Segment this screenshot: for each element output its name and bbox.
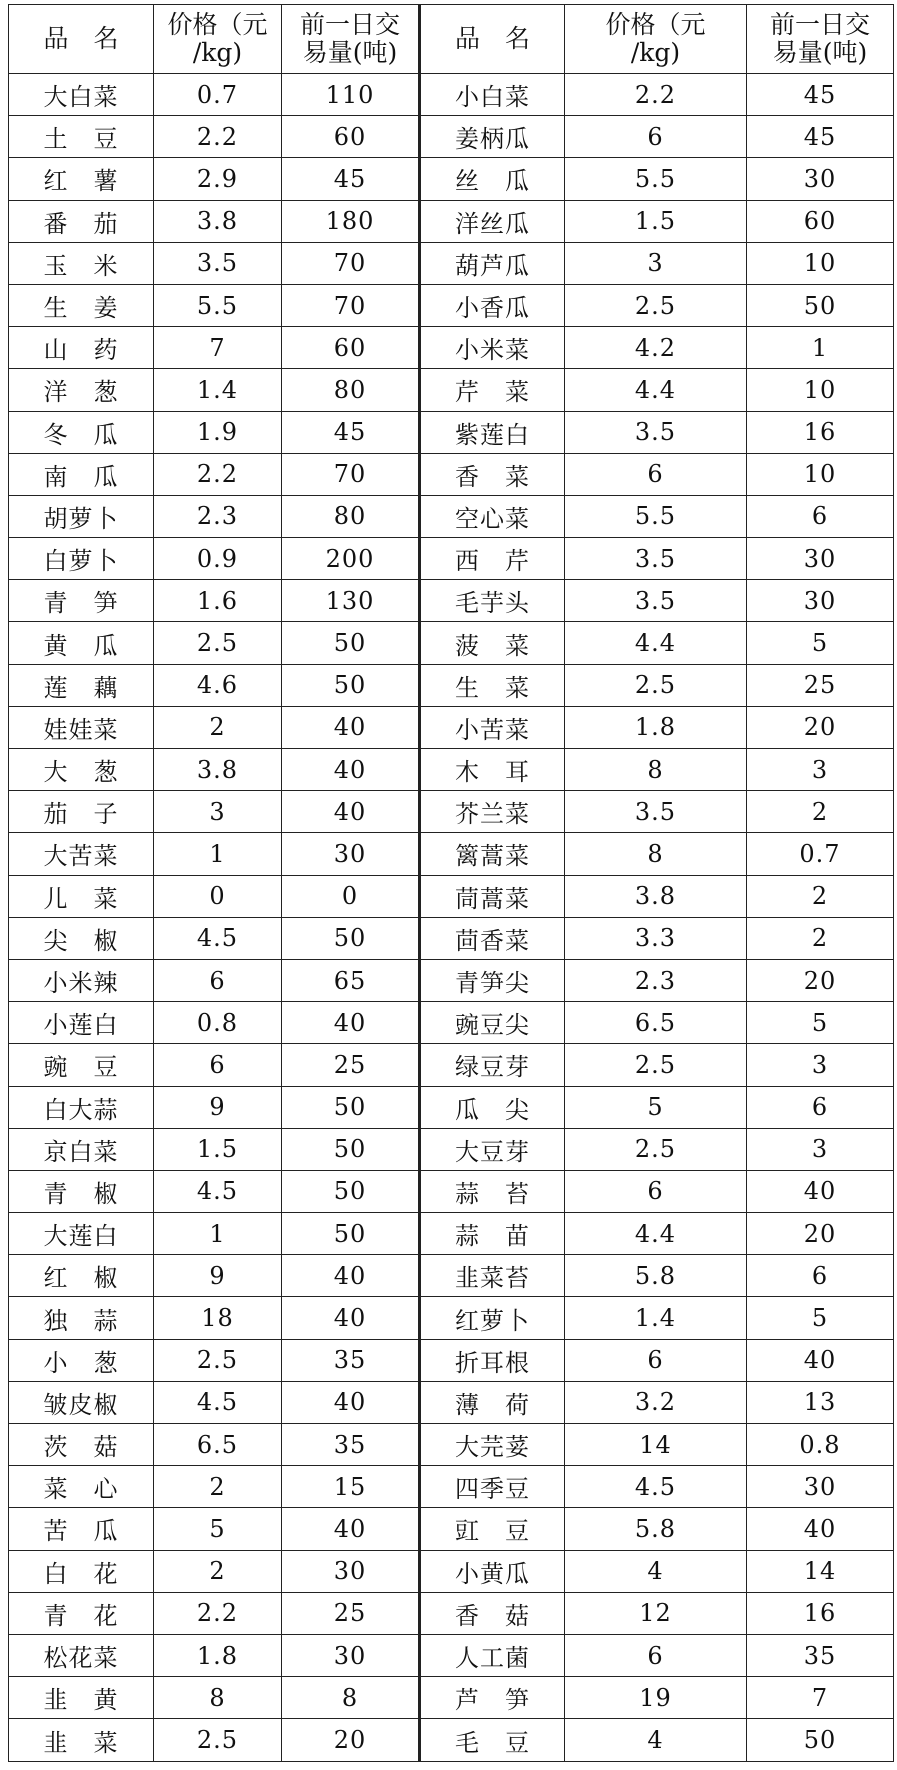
- cell-name-left: 儿 菜: [9, 875, 154, 917]
- cell-price-right: 3.5: [565, 580, 747, 622]
- cell-price-right: 6: [565, 116, 747, 158]
- cell-price-right: 19: [565, 1677, 747, 1719]
- cell-volume-right: 30: [747, 580, 894, 622]
- cell-volume-right: 40: [747, 1508, 894, 1550]
- cell-volume-left: 50: [282, 1128, 420, 1170]
- cell-price-left: 5: [154, 1508, 282, 1550]
- cell-price-left: 1.6: [154, 580, 282, 622]
- cell-price-left: 1.4: [154, 369, 282, 411]
- cell-volume-right: 30: [747, 158, 894, 200]
- cell-volume-right: 25: [747, 664, 894, 706]
- cell-price-right: 5.8: [565, 1508, 747, 1550]
- cell-price-right: 3.5: [565, 411, 747, 453]
- table-row: [9, 1170, 894, 1212]
- cell-price-right: 5.5: [565, 158, 747, 200]
- cell-volume-right: 45: [747, 74, 894, 116]
- cell-name-right: 折耳根: [420, 1339, 565, 1381]
- cell-volume-right: 30: [747, 538, 894, 580]
- cell-name-left: 番 茄: [9, 200, 154, 242]
- cell-volume-left: 50: [282, 622, 420, 664]
- cell-volume-left: 40: [282, 1297, 420, 1339]
- table-row: [9, 369, 894, 411]
- cell-name-right: 瓜 尖: [420, 1086, 565, 1128]
- cell-name-right: 小香瓜: [420, 284, 565, 326]
- cell-name-left: 山 药: [9, 327, 154, 369]
- cell-price-left: 8: [154, 1677, 282, 1719]
- cell-price-left: 4.5: [154, 1170, 282, 1212]
- cell-volume-left: 30: [282, 1634, 420, 1676]
- cell-price-left: 4.6: [154, 664, 282, 706]
- cell-name-left: 胡萝卜: [9, 495, 154, 537]
- cell-volume-left: 50: [282, 1086, 420, 1128]
- cell-name-right: 小白菜: [420, 74, 565, 116]
- cell-name-left: 青 花: [9, 1592, 154, 1634]
- cell-volume-right: 5: [747, 1002, 894, 1044]
- cell-price-left: 1: [154, 833, 282, 875]
- cell-name-right: 篱蒿菜: [420, 833, 565, 875]
- table-row: [9, 749, 894, 791]
- cell-volume-right: 2: [747, 875, 894, 917]
- cell-name-right: 洋丝瓜: [420, 200, 565, 242]
- cell-volume-left: 60: [282, 327, 420, 369]
- cell-price-right: 4.4: [565, 1213, 747, 1255]
- table-row: [9, 833, 894, 875]
- table-row: [9, 959, 894, 1001]
- cell-volume-left: 8: [282, 1677, 420, 1719]
- cell-name-right: 丝 瓜: [420, 158, 565, 200]
- cell-name-right: 小苦菜: [420, 706, 565, 748]
- cell-volume-left: 70: [282, 242, 420, 284]
- cell-volume-left: 50: [282, 664, 420, 706]
- cell-price-left: 9: [154, 1086, 282, 1128]
- cell-price-right: 2.5: [565, 664, 747, 706]
- table-row: [9, 706, 894, 748]
- cell-price-left: 18: [154, 1297, 282, 1339]
- cell-name-right: 绿豆芽: [420, 1044, 565, 1086]
- cell-name-left: 茨 菇: [9, 1424, 154, 1466]
- cell-name-right: 豌豆尖: [420, 1002, 565, 1044]
- cell-volume-right: 5: [747, 1297, 894, 1339]
- cell-name-left: 尖 椒: [9, 917, 154, 959]
- cell-price-left: 1.8: [154, 1634, 282, 1676]
- header-price-line1: 价格（元: [167, 10, 268, 39]
- table-row: [9, 664, 894, 706]
- table-row: [9, 116, 894, 158]
- table-row: [9, 242, 894, 284]
- cell-volume-left: 35: [282, 1424, 420, 1466]
- cell-volume-right: 2: [747, 917, 894, 959]
- cell-name-left: 小米辣: [9, 959, 154, 1001]
- cell-price-left: 3.8: [154, 749, 282, 791]
- cell-volume-right: 6: [747, 1086, 894, 1128]
- cell-price-right: 1.5: [565, 200, 747, 242]
- cell-volume-right: 20: [747, 706, 894, 748]
- table-row: [9, 284, 894, 326]
- table-row: [9, 1508, 894, 1550]
- table-row: [9, 538, 894, 580]
- cell-volume-right: 10: [747, 453, 894, 495]
- cell-name-left: 韭 黄: [9, 1677, 154, 1719]
- cell-volume-right: 45: [747, 116, 894, 158]
- cell-price-right: 6: [565, 453, 747, 495]
- table-row: [9, 327, 894, 369]
- cell-price-left: 0.8: [154, 1002, 282, 1044]
- header-volume-left: [282, 5, 420, 74]
- cell-name-left: 独 蒜: [9, 1297, 154, 1339]
- cell-name-left: 京白菜: [9, 1128, 154, 1170]
- cell-volume-right: 16: [747, 411, 894, 453]
- cell-volume-right: 3: [747, 1044, 894, 1086]
- table-row: [9, 1255, 894, 1297]
- cell-volume-right: 50: [747, 284, 894, 326]
- cell-price-right: 2.2: [565, 74, 747, 116]
- cell-volume-right: 5: [747, 622, 894, 664]
- cell-name-right: 四季豆: [420, 1466, 565, 1508]
- cell-name-right: 薄 荷: [420, 1381, 565, 1423]
- cell-name-right: 香 菜: [420, 453, 565, 495]
- cell-price-right: 3.3: [565, 917, 747, 959]
- table-row: [9, 1466, 894, 1508]
- cell-volume-left: 40: [282, 1381, 420, 1423]
- cell-volume-left: 50: [282, 1170, 420, 1212]
- cell-name-left: 红 椒: [9, 1255, 154, 1297]
- cell-price-right: 3.5: [565, 538, 747, 580]
- cell-volume-left: 80: [282, 495, 420, 537]
- cell-volume-left: 70: [282, 453, 420, 495]
- cell-price-right: 3.8: [565, 875, 747, 917]
- cell-volume-right: 40: [747, 1339, 894, 1381]
- cell-name-left: 豌 豆: [9, 1044, 154, 1086]
- table-row: [9, 580, 894, 622]
- cell-name-left: 生 姜: [9, 284, 154, 326]
- cell-name-left: 松花菜: [9, 1634, 154, 1676]
- header-volume-line2: 易量(吨): [772, 38, 868, 67]
- table-row: [9, 875, 894, 917]
- cell-name-left: 黄 瓜: [9, 622, 154, 664]
- cell-volume-left: 65: [282, 959, 420, 1001]
- cell-price-right: 14: [565, 1424, 747, 1466]
- cell-name-left: 茄 子: [9, 791, 154, 833]
- cell-volume-left: 40: [282, 706, 420, 748]
- cell-price-right: 4: [565, 1719, 747, 1762]
- cell-name-left: 菜 心: [9, 1466, 154, 1508]
- cell-name-left: 冬 瓜: [9, 411, 154, 453]
- cell-name-right: 毛 豆: [420, 1719, 565, 1762]
- cell-price-right: 4: [565, 1550, 747, 1592]
- cell-price-right: 6: [565, 1634, 747, 1676]
- cell-price-right: 12: [565, 1592, 747, 1634]
- header-volume-line1: 前一日交: [769, 10, 870, 39]
- cell-volume-right: 3: [747, 749, 894, 791]
- cell-volume-left: 25: [282, 1592, 420, 1634]
- cell-volume-right: 0.8: [747, 1424, 894, 1466]
- cell-volume-right: 20: [747, 1213, 894, 1255]
- cell-name-left: 大莲白: [9, 1213, 154, 1255]
- table-row: [9, 200, 894, 242]
- cell-name-right: 香 菇: [420, 1592, 565, 1634]
- cell-price-right: 6: [565, 1339, 747, 1381]
- cell-volume-left: 30: [282, 1550, 420, 1592]
- cell-volume-left: 130: [282, 580, 420, 622]
- cell-name-right: 芦 笋: [420, 1677, 565, 1719]
- cell-name-right: 大豆芽: [420, 1128, 565, 1170]
- cell-price-left: 1.5: [154, 1128, 282, 1170]
- cell-volume-right: 1: [747, 327, 894, 369]
- table-row: [9, 158, 894, 200]
- cell-name-right: 葫芦瓜: [420, 242, 565, 284]
- cell-name-right: 小黄瓜: [420, 1550, 565, 1592]
- cell-volume-right: 6: [747, 1255, 894, 1297]
- cell-volume-right: 7: [747, 1677, 894, 1719]
- cell-volume-left: 40: [282, 1002, 420, 1044]
- cell-volume-right: 50: [747, 1719, 894, 1762]
- cell-price-left: 0.9: [154, 538, 282, 580]
- cell-volume-left: 30: [282, 833, 420, 875]
- table-row: [9, 74, 894, 116]
- cell-price-right: 2.5: [565, 1128, 747, 1170]
- cell-name-right: 豇 豆: [420, 1508, 565, 1550]
- header-price-line2: /kg): [192, 38, 243, 67]
- cell-volume-left: 45: [282, 158, 420, 200]
- table-row: [9, 1213, 894, 1255]
- table-row: [9, 1677, 894, 1719]
- cell-name-left: 韭 菜: [9, 1719, 154, 1762]
- cell-price-left: 2.2: [154, 1592, 282, 1634]
- cell-price-right: 1.8: [565, 706, 747, 748]
- cell-volume-left: 80: [282, 369, 420, 411]
- cell-price-right: 8: [565, 749, 747, 791]
- cell-volume-left: 20: [282, 1719, 420, 1762]
- cell-name-right: 红萝卜: [420, 1297, 565, 1339]
- cell-price-left: 5.5: [154, 284, 282, 326]
- table-row: [9, 1002, 894, 1044]
- cell-volume-left: 40: [282, 749, 420, 791]
- cell-price-right: 1.4: [565, 1297, 747, 1339]
- table-row: [9, 453, 894, 495]
- cell-volume-right: 10: [747, 369, 894, 411]
- cell-price-left: 2.3: [154, 495, 282, 537]
- cell-price-right: 3.5: [565, 791, 747, 833]
- cell-price-right: 6: [565, 1170, 747, 1212]
- table-row: [9, 622, 894, 664]
- cell-name-left: 莲 藕: [9, 664, 154, 706]
- table-row: [9, 411, 894, 453]
- table-row: [9, 1719, 894, 1762]
- table-row: [9, 1634, 894, 1676]
- cell-name-left: 青 笋: [9, 580, 154, 622]
- cell-volume-left: 25: [282, 1044, 420, 1086]
- cell-name-right: 青笋尖: [420, 959, 565, 1001]
- cell-name-right: 空心菜: [420, 495, 565, 537]
- cell-price-left: 1: [154, 1213, 282, 1255]
- table-row: [9, 791, 894, 833]
- cell-price-left: 3.5: [154, 242, 282, 284]
- cell-volume-left: 50: [282, 917, 420, 959]
- cell-volume-left: 200: [282, 538, 420, 580]
- cell-name-right: 韭菜苔: [420, 1255, 565, 1297]
- cell-name-right: 生 菜: [420, 664, 565, 706]
- cell-name-right: 菠 菜: [420, 622, 565, 664]
- cell-name-right: 紫莲白: [420, 411, 565, 453]
- cell-price-right: 5.5: [565, 495, 747, 537]
- cell-price-right: 2.5: [565, 284, 747, 326]
- cell-price-left: 2.2: [154, 116, 282, 158]
- table-row: [9, 1381, 894, 1423]
- cell-name-right: 姜柄瓜: [420, 116, 565, 158]
- cell-volume-right: 2: [747, 791, 894, 833]
- header-volume-line2: 易量(吨): [302, 38, 398, 67]
- cell-volume-left: 40: [282, 1255, 420, 1297]
- header-name-right: 品 名: [420, 5, 565, 74]
- cell-name-right: 芥兰菜: [420, 791, 565, 833]
- cell-volume-left: 45: [282, 411, 420, 453]
- cell-volume-right: 14: [747, 1550, 894, 1592]
- table-body: [9, 74, 894, 1762]
- cell-volume-left: 110: [282, 74, 420, 116]
- cell-price-left: 2: [154, 706, 282, 748]
- cell-price-left: 4.5: [154, 1381, 282, 1423]
- cell-name-right: 人工菌: [420, 1634, 565, 1676]
- cell-volume-left: 0: [282, 875, 420, 917]
- header-volume-line1: 前一日交: [299, 10, 400, 39]
- cell-name-left: 青 椒: [9, 1170, 154, 1212]
- cell-price-right: 3.2: [565, 1381, 747, 1423]
- cell-price-left: 3: [154, 791, 282, 833]
- cell-name-left: 红 薯: [9, 158, 154, 200]
- cell-price-right: 4.2: [565, 327, 747, 369]
- cell-name-left: 洋 葱: [9, 369, 154, 411]
- cell-volume-right: 13: [747, 1381, 894, 1423]
- cell-name-right: 小米菜: [420, 327, 565, 369]
- table-row: [9, 1297, 894, 1339]
- cell-name-left: 南 瓜: [9, 453, 154, 495]
- cell-name-left: 大白菜: [9, 74, 154, 116]
- cell-name-right: 茼蒿菜: [420, 875, 565, 917]
- cell-name-left: 玉 米: [9, 242, 154, 284]
- cell-price-left: 6.5: [154, 1424, 282, 1466]
- header-row: [9, 5, 894, 74]
- cell-name-left: 大 葱: [9, 749, 154, 791]
- cell-volume-left: 35: [282, 1339, 420, 1381]
- cell-price-left: 9: [154, 1255, 282, 1297]
- cell-name-right: 茴香菜: [420, 917, 565, 959]
- table-row: [9, 917, 894, 959]
- cell-price-right: 5.8: [565, 1255, 747, 1297]
- cell-price-left: 2: [154, 1466, 282, 1508]
- cell-price-left: 7: [154, 327, 282, 369]
- cell-price-left: 4.5: [154, 917, 282, 959]
- cell-price-right: 4.5: [565, 1466, 747, 1508]
- cell-volume-left: 70: [282, 284, 420, 326]
- cell-price-left: 2: [154, 1550, 282, 1592]
- cell-price-right: 4.4: [565, 369, 747, 411]
- cell-price-left: 2.2: [154, 453, 282, 495]
- cell-name-left: 苦 瓜: [9, 1508, 154, 1550]
- table-row: [9, 1424, 894, 1466]
- cell-price-right: 8: [565, 833, 747, 875]
- cell-price-right: 6.5: [565, 1002, 747, 1044]
- cell-name-left: 小 葱: [9, 1339, 154, 1381]
- cell-volume-right: 0.7: [747, 833, 894, 875]
- cell-price-left: 0: [154, 875, 282, 917]
- cell-name-left: 白萝卜: [9, 538, 154, 580]
- header-volume-right: [747, 5, 894, 74]
- cell-name-left: 白 花: [9, 1550, 154, 1592]
- cell-volume-left: 40: [282, 1508, 420, 1550]
- cell-price-right: 2.5: [565, 1044, 747, 1086]
- cell-volume-right: 30: [747, 1466, 894, 1508]
- cell-volume-right: 20: [747, 959, 894, 1001]
- cell-name-left: 小莲白: [9, 1002, 154, 1044]
- cell-price-right: 3: [565, 242, 747, 284]
- cell-price-left: 6: [154, 959, 282, 1001]
- table-row: [9, 1128, 894, 1170]
- header-price-line2: /kg): [630, 38, 681, 67]
- header-name-left: 品 名: [9, 5, 154, 74]
- cell-price-left: 2.5: [154, 1719, 282, 1762]
- cell-name-left: 娃娃菜: [9, 706, 154, 748]
- cell-price-right: 5: [565, 1086, 747, 1128]
- table-row: [9, 495, 894, 537]
- cell-name-right: 大芫荽: [420, 1424, 565, 1466]
- cell-volume-left: 180: [282, 200, 420, 242]
- cell-volume-right: 6: [747, 495, 894, 537]
- cell-price-left: 3.8: [154, 200, 282, 242]
- cell-price-left: 6: [154, 1044, 282, 1086]
- table-row: [9, 1550, 894, 1592]
- cell-price-left: 2.5: [154, 1339, 282, 1381]
- cell-price-left: 2.9: [154, 158, 282, 200]
- cell-volume-right: 10: [747, 242, 894, 284]
- cell-name-right: 木 耳: [420, 749, 565, 791]
- cell-name-left: 皱皮椒: [9, 1381, 154, 1423]
- table-row: [9, 1044, 894, 1086]
- cell-name-left: 土 豆: [9, 116, 154, 158]
- cell-name-right: 西 芹: [420, 538, 565, 580]
- cell-name-right: 芹 菜: [420, 369, 565, 411]
- cell-price-left: 0.7: [154, 74, 282, 116]
- cell-name-right: 蒜 苔: [420, 1170, 565, 1212]
- cell-volume-right: 35: [747, 1634, 894, 1676]
- table-row: [9, 1339, 894, 1381]
- cell-price-right: 2.3: [565, 959, 747, 1001]
- cell-price-left: 2.5: [154, 622, 282, 664]
- cell-name-right: 毛芋头: [420, 580, 565, 622]
- header-price-left: [154, 5, 282, 74]
- vegetable-price-table: [8, 4, 894, 1762]
- cell-volume-left: 60: [282, 116, 420, 158]
- cell-name-right: 蒜 苗: [420, 1213, 565, 1255]
- cell-volume-left: 15: [282, 1466, 420, 1508]
- table-row: [9, 1086, 894, 1128]
- cell-volume-left: 50: [282, 1213, 420, 1255]
- cell-volume-right: 16: [747, 1592, 894, 1634]
- cell-volume-right: 40: [747, 1170, 894, 1212]
- table-row: [9, 1592, 894, 1634]
- cell-name-left: 白大蒜: [9, 1086, 154, 1128]
- cell-volume-left: 40: [282, 791, 420, 833]
- table-header: [9, 5, 894, 74]
- header-price-right: [565, 5, 747, 74]
- cell-price-right: 4.4: [565, 622, 747, 664]
- cell-price-left: 1.9: [154, 411, 282, 453]
- cell-volume-right: 60: [747, 200, 894, 242]
- cell-name-left: 大苦菜: [9, 833, 154, 875]
- header-price-line1: 价格（元: [605, 10, 706, 39]
- cell-volume-right: 3: [747, 1128, 894, 1170]
